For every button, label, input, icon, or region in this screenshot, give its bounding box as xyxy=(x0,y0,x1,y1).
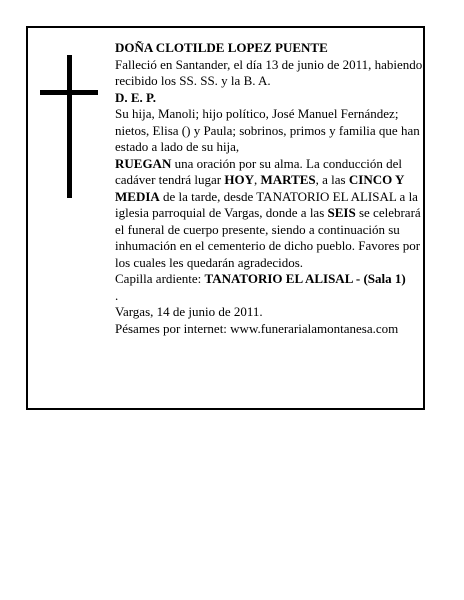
funeral-text-3: , a las xyxy=(315,172,349,187)
condolences-web: Pésames por internet: www.funerarialamontanesa.com xyxy=(115,320,399,336)
capilla-label: Capilla ardiente: xyxy=(115,271,205,286)
funeral-text-5: se celebrará el funeral de cuerpo presente, siendo a continuación su inhumación en el cementerio de dicho pueblo. Favores por los cuales les quedarán agradecidos. xyxy=(115,205,421,270)
ruegan-text: RUEGAN xyxy=(115,155,172,171)
capilla-ardiente xyxy=(115,271,427,288)
cross-vertical-bar xyxy=(67,55,72,198)
hoy-text: HOY xyxy=(224,172,254,187)
deceased-name: DOÑA CLOTILDE LOPEZ PUENTE xyxy=(115,40,328,55)
cross-horizontal-bar xyxy=(40,90,98,95)
separator-dot: . xyxy=(115,287,119,303)
place-and-date: Vargas, 14 de junio de 2011. xyxy=(115,304,263,319)
funeral-text-2: , xyxy=(253,172,261,187)
capilla-value: TANATORIO EL ALISAL - (Sala 1) xyxy=(204,271,406,286)
hora-text: CINCO Y MEDIA xyxy=(115,172,404,204)
family-list: Su hija, Manoli; hijo político, José Manuel Fernández; nietos, Elisa () y Paula; sobrinos, primos y familia que han estado a lado de su hija, xyxy=(115,106,420,154)
funeral-details xyxy=(115,156,427,272)
martes-text: MARTES xyxy=(260,172,316,187)
funeral-text-1: una oración por su alma. La conducción del cadáver tendrá lugar xyxy=(115,155,403,187)
notice-text xyxy=(115,40,427,337)
rest-in-peace: D. E. P. xyxy=(115,89,157,105)
obituary-notice xyxy=(26,26,425,410)
seis-text: SEIS xyxy=(327,205,356,220)
death-announcement: Falleció en Santander, el día 13 de junio de 2011, habiendo recibido los SS. SS. y la B. A. xyxy=(115,56,423,88)
funeral-text-4: de la tarde, desde TANATORIO EL ALISAL a la iglesia parroquial de Vargas, donde a las xyxy=(115,188,418,220)
